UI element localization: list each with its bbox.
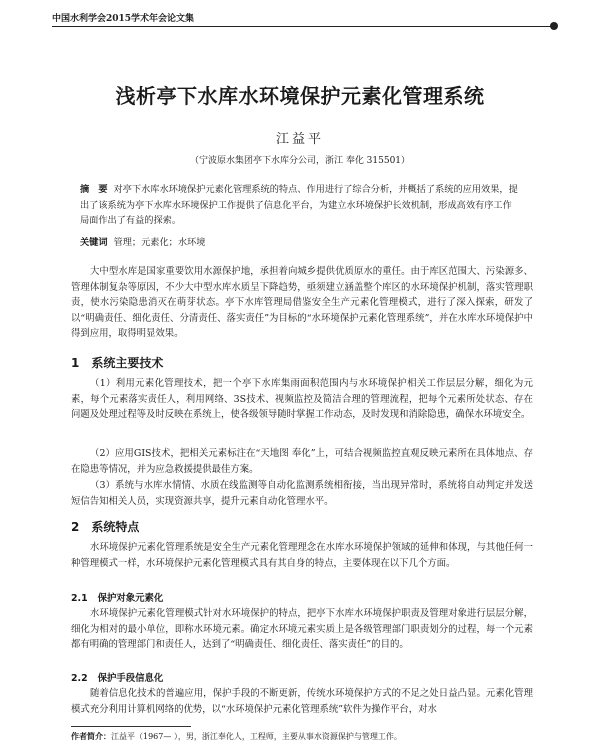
header-rule [52,26,552,27]
header-dot-icon [550,22,558,30]
keywords-label: 关键词 [80,237,108,248]
section-1-heading [71,354,163,371]
running-header: 中国水利学会2015学术年会论文集 [52,14,195,24]
intro-paragraph: 大中型水库是国家重要饮用水源保护地，承担着向城乡提供优质原水的重任。由于库区范围大、污染源多、管理体制复杂等原因，不少大中型水库水质呈下降趋势，亟须建立涵盖整个库区的水环境保护机制，落实管理职责，使水污染隐患消灭在萌芽状态。亭下水库管理局借鉴安全生产元素化管理模式，进行了深入探索，研发了以“明确责任、细化责任、分清责任、落实责任”为目标的“水环境保护元素化管理系统”，并在水库水环境保护中得到应用，取得明显效果。 [71,266,533,340]
section-1-para-3: （3）系统与水库水情情、水质在线监测等自动化监测系统相衔接，当出现异常时，系统将自动判定并发送短信告知相关人员，实现资源共享，提升元素自动化管理水平。 [71,480,533,507]
subsection-2-2-title: 保护手段信息化 [97,673,164,684]
keywords-text: 管理；元素化；水环境 [113,237,206,248]
subsection-2-2-text: 随着信息化技术的普遍应用，保护手段的不断更新，传统水环境保护方式的不足之处日益凸显。元素化管理模式充分利用计算机网络的优势，以“水环境保护元素化管理系统”软件为操作平台，对水 [71,688,533,715]
subsection-2-1-heading [71,590,163,604]
section-1-para-1: （1）利用元素化管理技术，把一个亭下水库集雨面积范围内与水环境保护相关工作层层分解，细化为元素，每个元素落实责任人，利用网络、3S技术、视频监控及简洁合理的管理流程，把每个元素所处状态、存在问题及处理过程等及时反映在系统上，使各级领导随时掌握工作动态，及时发现和消除隐患，确保水环境安全。 [71,378,533,421]
subsection-2-2-number: 2.2 [71,673,88,684]
section-2-title: 系统特点 [91,520,140,534]
subsection-2-1-title: 保护对象元素化 [97,593,164,604]
section-1-para-2: （2）应用GIS技术，把相关元素标注在“天地图 奉化”上，可结合视频监控直观反映元素所在具体地点、存在隐患等情况，并为应急救援提供最佳方案。 [71,448,533,475]
footnote-label: 作者简介： [71,732,111,741]
section-2-heading [71,518,139,535]
section-1-number: 1 [71,356,80,370]
section-2-intro: 水环境保护元素化管理系统是安全生产元素化管理理念在水库水环境保护领域的延伸和体现，与其他任何一种管理模式一样，水环境保护元素化管理模式具有其自身的特点，主要体现在以下几个方面。 [71,542,533,569]
paper-title: 浅析亭下水库水环境保护元素化管理系统 [115,84,485,108]
footnote [71,731,541,742]
footnote-text: 江益平（1967— ），男，浙江奉化人，工程师，主要从事水资源保护与管理工作。 [111,732,402,741]
author-name: 江益平 [275,132,324,147]
abstract-label: 摘 要 [80,184,108,195]
subsection-2-1-text: 水环境保护元素化管理模式针对水环境保护的特点，把亭下水库水环境保护职责及管理对象进行层层分解，细化为相对的最小单位，即称水环境元素。确定水环境元素实质上是各级管理部门职责划分的过程，每一个元素都有明确的管理部门和责任人，达到了“明确责任、细化责任、落实责任”的目的。 [71,608,533,651]
subsection-2-2-heading [71,670,163,684]
footnote-rule [71,726,191,727]
section-1-title: 系统主要技术 [91,356,164,370]
section-2-number: 2 [71,520,80,534]
abstract [80,182,520,229]
subsection-2-1-number: 2.1 [71,593,88,604]
keywords [80,234,520,248]
affiliation: （宁波原水集团亭下水库分公司，浙江 奉化 315501） [189,156,411,166]
abstract-text: 对亭下水库水环境保护元素化管理系统的特点、作用进行了综合分析，并概括了系统的应用效果，提出了该系统为亭下水库水环境保护工作提供了信息化平台，为建立水环境保护长效机制，形成高效有序工作局面作出了有益的探索。 [80,184,518,226]
